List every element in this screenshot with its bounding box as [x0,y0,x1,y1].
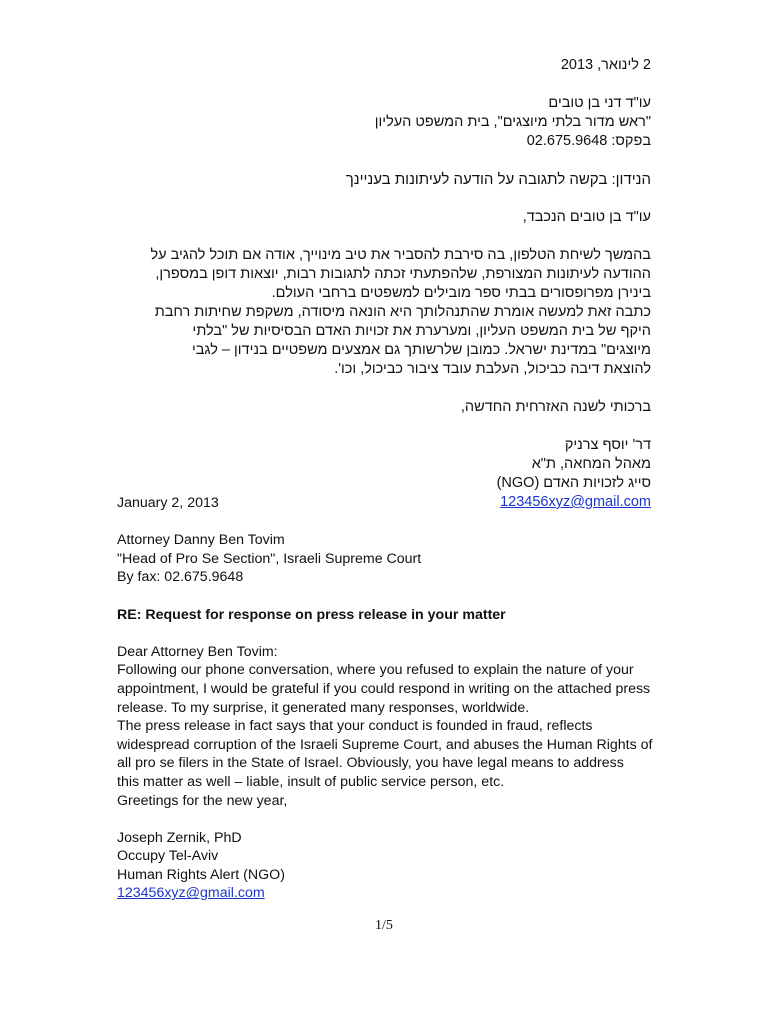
hebrew-date: 2 לינואר, 2013 [560,57,651,73]
english-recipient-title: "Head of Pro Se Section", Israeli Supreme Court [117,550,422,567]
english-signature-line: Occupy Tel-Aviv [117,848,219,865]
hebrew-recipient-name: עו"ד דני בן טובים [548,95,651,111]
english-body-line: widespread corruption of the Israeli Supreme Court, and abuses the Human Rights of [117,736,653,753]
english-email-link[interactable]: 123456xyz@gmail.com [117,885,265,902]
hebrew-body-line: היקף של בית המשפט העליון, ומערערת את זכויות האדם הבסיסיות של "בלתי [192,323,651,339]
hebrew-recipient-title: "ראש מדור בלתי מיוצגים", בית המשפט העליון [374,114,651,130]
english-greeting: Greetings for the new year, [117,792,288,809]
hebrew-subject: הנידון: בקשה לתגובה על הודעה לעיתונות בעניינך [345,171,651,188]
english-salutation: Dear Attorney Ben Tovim: [117,643,278,660]
english-subject: RE: Request for response on press release in your matter [117,606,506,623]
english-signature-line: Joseph Zernik, PhD [117,829,242,846]
hebrew-greeting: ברכותי לשנה האזרחית החדשה, [460,399,651,415]
english-fax: By fax: 02.675.9648 [117,569,244,586]
hebrew-signature-line: מאהל המחאה, ת"א [531,456,651,472]
hebrew-body-line: בינירן מפרופסורים בבתי ספר מובילים למשפטים ברחבי העולם. [271,285,651,301]
english-body-line: all pro se filers in the State of Israel. Obviously, you have legal means to address [117,755,624,772]
english-body-line: Following our phone conversation, where you refused to explain the nature of your [117,662,634,679]
page-number: 1/5 [375,918,393,933]
hebrew-body-line: להוצאת דיבה כביכול, העלבת עובד ציבור כביכול, וכו'. [334,361,651,377]
english-signature-line: Human Rights Alert (NGO) [117,866,285,883]
english-date: January 2, 2013 [117,495,219,511]
hebrew-letter [111,56,651,512]
english-letter [117,494,657,903]
english-body-line: appointment, I would be grateful if you could respond in writing on the attached press [117,680,651,697]
hebrew-body-line: כתבה זאת למעשה אומרת שהתנהלותך היא הונאה מיסודה, משקפת שחיתות רחבת [154,304,651,320]
hebrew-body-line: בהמשך לשיחת הטלפון, בה סירבת להסביר את טיב מינוייך, אודה אם תוכל להגיב על [150,247,651,263]
hebrew-salutation: עו"ד בן טובים הנכבד, [522,209,651,225]
hebrew-body-line: מיוצגים" במדינת ישראל. כמובן שלרשותך גם אמצעים משפטיים בנידון – לגבי [191,342,651,358]
hebrew-signature-line: סייג לזכויות האדם (NGO) [496,475,651,491]
english-body-line: The press release in fact says that your conduct is founded in fraud, reflects [117,718,593,735]
english-recipient-name: Attorney Danny Ben Tovim [117,532,285,549]
hebrew-fax: בפקס: 02.675.9648 [526,133,651,149]
hebrew-signature-line: דר' יוסף צרניק [564,437,651,453]
hebrew-body-line: ההודעה לעיתונות המצורפת, שלהפתעתי זכתה לתגובות רבות, יוצאות דופן במספרן, [155,266,651,282]
english-body-line: this matter as well – liable, insult of public service person, etc. [117,773,505,790]
hebrew-email-link[interactable]: 123456xyz@gmail.com [500,494,651,510]
english-body-line: release. To my surprise, it generated many responses, worldwide. [117,699,530,716]
